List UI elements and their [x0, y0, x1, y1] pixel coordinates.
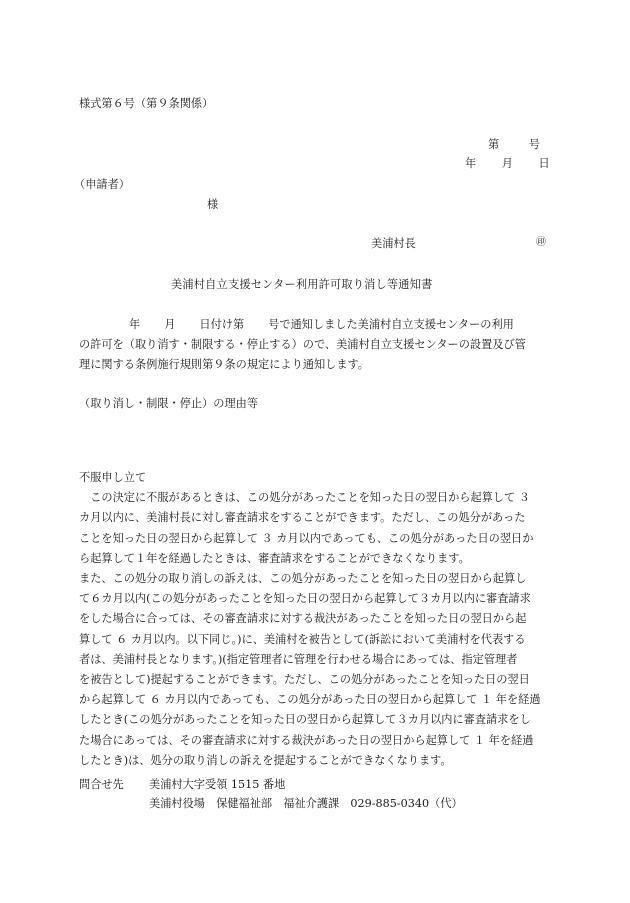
notice-line-2: の許可を（取り消す・制限する・停止する）ので、美浦村自立支援センターの設置及び管: [79, 338, 526, 352]
appeal-line: を被告として)提起することができます。ただし、この処分があったことを知った日の翌日: [79, 673, 530, 687]
seal-mark: ㊞: [536, 237, 546, 248]
notice-body: [79, 315, 551, 376]
document-title: 美浦村自立支援センター利用許可取り消し等通知書: [171, 278, 433, 291]
appeal-line: をした場合に合っては、その審査請求に対する裁決があったことを知った日の翌日から起: [79, 612, 527, 626]
appeal-line: カ月以内に、美浦村長に対し審査請求をすることができます。ただし、この処分があった: [79, 511, 526, 525]
appeal-section: [79, 468, 551, 771]
appeal-line: ことを知った日の翌日から起算して ３ カ月以内であっても、この処分があった日の翌日か: [79, 531, 534, 545]
recipient-honorific: 様: [207, 198, 219, 211]
appeal-line: から起算して ６ カ月以内であっても、この処分があった日の翌日から起算して １ 年を経過: [79, 693, 541, 707]
appeal-line: したとき)は、処分の取り消しの訴えを提起することができなくなります。: [79, 753, 452, 767]
appeal-line: この決定に不服があるときは、この処分があったことを知った日の翌日から起算して ３: [79, 491, 530, 505]
appeal-line: た場合にあっては、その審査請求に対する裁決があった日の翌日から起算して １ 年を経過: [79, 733, 534, 747]
blank-day: 日付け第: [199, 318, 245, 331]
document-number: 第 号: [488, 138, 540, 151]
appeal-line: ら起算して１年を経過したときは、審査請求をすることができなくなります。: [79, 551, 470, 565]
blank-month: 月: [164, 318, 176, 331]
notice-line-3: 理に関する条例施行規則第９条の規定により通知します。: [79, 358, 369, 372]
form-identifier: 様式第６号（第９条関係）: [79, 97, 214, 110]
appeal-line: 算して ６ カ月以内。以下同じ。)に、美浦村を被告として(訴訟において美浦村を代表する: [79, 632, 526, 646]
contact-address: 美浦村大字受領 1515 番地: [149, 778, 286, 791]
applicant-label: （申請者）: [74, 178, 130, 191]
document-date: 年 月 日: [465, 157, 550, 170]
contact-office: 美浦村役場 保健福祉部 福祉介護課 029-885-0340（代）: [149, 797, 463, 810]
contact-label: 問合せ先: [79, 778, 124, 791]
notice-line-1: 年 月 日付け第 号で通知しました美浦村自立支援センターの利用: [129, 318, 514, 331]
blank-year: 年: [129, 318, 141, 331]
reason-heading: （取り消し・制限・停止）の理由等: [79, 397, 259, 410]
appeal-line: て６カ月以内(この処分があったことを知った日の翌日から起算して３カ月以内に審査請求: [79, 592, 531, 606]
appeal-line: 者は、美浦村長となります。)(指定管理者に管理を行わせる場合にあっては、指定管理者: [79, 652, 518, 666]
appeal-line: また、この処分の取り消しの訴えは、この処分があったことを知った日の翌日から起算し: [79, 572, 527, 586]
appeal-heading: 不服申し立て: [79, 471, 147, 484]
issuer-name: 美浦村長: [371, 237, 416, 250]
appeal-line: したとき(この処分があったことを知った日の翌日から起算して３カ月以内に審査請求をし: [79, 713, 531, 727]
